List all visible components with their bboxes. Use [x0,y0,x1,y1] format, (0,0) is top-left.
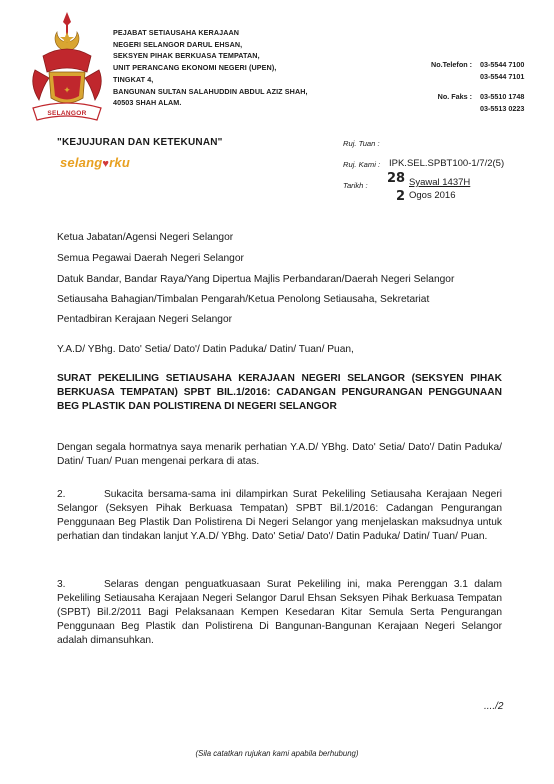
office-address [113,27,353,109]
ruj-kami-value: IPK.SEL.SPBT100-1/7/2(5) [389,158,505,169]
salutation: Y.A.D/ YBhg. Dato' Setia/ Dato'/ Datin Paduka/ Datin/ Tuan/ Puan, [57,344,354,355]
ruj-tuan-label: Ruj. Tuan : [343,139,380,148]
paragraph-text: Selaras dengan penguatkuasaan Surat Pekeliling ini, maka Perenggan 3.1 dalam Pekeliling Setiausaha Kerajaan Negeri Selangor Darul Ehsan Seksyen Pihak Berkuasa Tempatan (SPBT) Bil.2/2011 Bagi Pelaksanaan Kempen Kesedaran Kitar Semula Serta Pengurangan Penggunaan Beg Plastik dan Polistirena Di Bangunan-Bangunan Kerajaan Negeri Selangor adalah dimansuhkan. [57,579,502,646]
hijri-date: Syawal 1437H [409,177,471,188]
address-line: TINGKAT 4, [113,74,154,84]
greg-day-handwritten: 2 [396,189,406,204]
recipient-line: Datuk Bandar, Bandar Raya/Yang Dipertua Majlis Perbandaran/Daerah Negeri Selangor [57,274,455,285]
footer-note: (Sila catatkan rujukan kami apabila berhubung) [195,749,359,758]
page-continuation: ..../2 [484,701,504,712]
svg-text:✦: ✦ [63,86,71,96]
address-line: PEJABAT SETIAUSAHA KERAJAAN [113,28,240,37]
tarikh-label: Tarikh : [343,181,368,190]
paragraph-number: 2. [57,489,66,500]
address-line: NEGERI SELANGOR DARUL EHSAN, [113,39,243,49]
address-line: SEKSYEN PIHAK BERKUASA TEMPATAN, [113,51,260,61]
subject-heading: SURAT PEKELILING SETIAUSAHA KERAJAAN NEGERI SELANGOR (SEKSYEN PIHAK BERKUASA TEMPATAN) SPBT BIL.1/2016: CADANGAN PENGURANGAN PENGGUNAAN BEG PLASTIK DAN POLISTIRENA DI NEGERI SELANGOR [57,373,502,412]
heart-icon: ♥ [102,158,110,170]
faks-label: No. Faks : [437,92,472,101]
greg-date: Ogos 2016 [409,190,456,201]
ruj-kami-label: Ruj. Kami : [343,160,381,169]
selangorku-logo [60,155,130,170]
address-line: BANGUNAN SULTAN SALAHUDDIN ABDUL AZIZ SHAH, [113,86,308,96]
brand-text-left: selang [60,155,103,170]
recipient-line: Setiausaha Bahagian/Timbalan Pengarah/Ketua Penolong Setiausaha, Sekretariat [57,294,430,305]
paragraph-2 [57,488,502,544]
telefon-label: No.Telefon : [431,60,472,69]
recipient-line: Semua Pegawai Daerah Negeri Selangor [57,253,244,264]
telefon-value: 03-5544 7100 [480,60,525,69]
faks-value: 03-5513 0223 [480,104,525,113]
faks-value: 03-5510 1748 [480,92,525,101]
address-line: 40503 SHAH ALAM. [113,98,182,108]
intro-paragraph: Dengan segala hormatnya saya menarik perhatian Y.A.D/ YBhg. Dato' Setia/ Dato'/ Datin Paduka/ Datin/ Tuan/ Puan mengenai perkara di atas. [57,442,502,467]
crest-banner-text: SELANGOR [47,110,87,117]
recipient-line: Ketua Jabatan/Agensi Negeri Selangor [57,232,234,243]
telefon-value: 03-5544 7101 [480,72,525,81]
address-line: UNIT PERANCANG EKONOMI NEGERI (UPEN), [113,63,277,73]
paragraph-3 [57,578,502,648]
selangor-crest-logo [27,12,107,130]
hijri-day-handwritten: 28 [387,171,406,186]
paragraph-text: Sukacita bersama-sama ini dilampirkan Surat Pekeliling Setiausaha Kerajaan Negeri Selangor (Seksyen Pihak Berkuasa Tempatan) SPBT Bil.1/2016: Cadangan Pengurangan Penggunaan Beg Plastik Dan Polistirena Di Negeri Selangor yang menjelaskan maksudnya untuk perhatian dan tindakan lanjut Y.A.D/ YBhg. Dato' Setia/ Dato'/ Datin Paduka/ Datin/ Tuan/ Puan. [57,489,502,542]
recipient-line: Pentadbiran Kerajaan Negeri Selangor [57,314,233,325]
brand-text-right: rku [109,155,130,170]
paragraph-number: 3. [57,579,66,590]
motto: "KEJUJURAN DAN KETEKUNAN" [57,137,223,148]
